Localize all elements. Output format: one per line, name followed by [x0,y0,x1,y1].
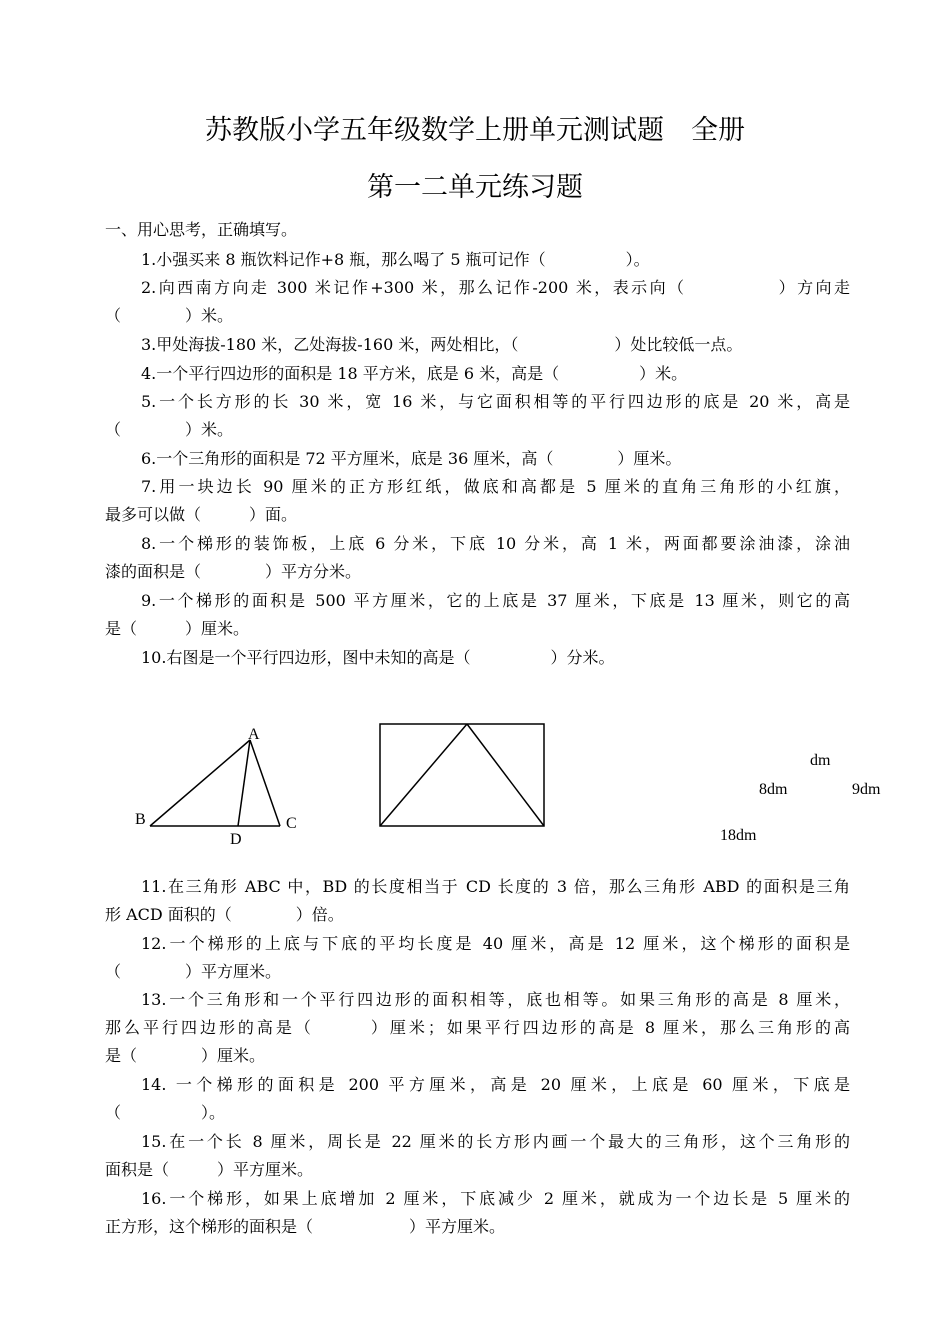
question-8-line-1: 8.一个梯形的装饰板，上底 6 分米，下底 10 分米，高 1 米，两面都要涂油漆，涂油 [141,534,850,553]
segment-ac [250,740,280,826]
question-13-line-2: 那么平行四边形的高是（ ）厘米；如果平行四边形的高是 8 厘米，那么三角形的高 [105,1018,850,1037]
question-14-line-1: 14. 一个梯形的面积是 200 平方厘米，高是 20 厘米，上底是 60 厘米，下底是 [141,1075,850,1094]
parallelogram-height-8dm-label: 8dm [759,781,788,798]
document-title: 苏教版小学五年级数学上册单元测试题 全册 [205,115,745,146]
label-c: C [286,815,297,832]
question-2-line-1: 2.向西南方向走 300 米记作+300 米，那么记作-200 米，表示向（ ）方向走 [141,278,850,297]
question-12-line-1: 12.一个梯形的上底与下底的平均长度是 40 厘米，高是 12 厘米，这个梯形的面积是 [141,934,850,953]
triangle-right-side [467,724,544,826]
question-8-line-2: 漆的面积是（ ）平方分米。 [105,562,362,581]
rectangle-triangle-figure [378,722,548,830]
segment-ad [238,740,250,826]
question-13-line-1: 13.一个三角形和一个平行四边形的面积相等，底也相等。如果三角形的高是 8 厘米， [141,990,850,1009]
question-15-line-2: 面积是（ ）平方厘米。 [105,1160,314,1179]
question-9-line-1: 9.一个梯形的面积是 500 平方厘米，它的上底是 37 厘米，下底是 13 厘米，则它的高 [141,591,850,610]
question-13-line-3: 是（ ）厘米。 [105,1046,266,1065]
question-14-line-2: （ ）。 [105,1103,226,1122]
label-d: D [230,831,242,848]
segment-ab [150,740,250,826]
section-heading: 一、用心思考，正确填写。 [105,220,298,239]
rectangle-outline [380,724,544,826]
question-5-line-2: （ ）米。 [105,420,234,439]
triangle-left-side [380,724,467,826]
parallelogram-side-9dm-label: 9dm [852,781,881,798]
question-16-line-2: 正方形，这个梯形的面积是（ ）平方厘米。 [105,1217,506,1236]
question-4: 4.一个平行四边形的面积是 18 平方米，底是 6 米，高是（ ）米。 [141,364,688,383]
parallelogram-base-18dm-label: 18dm [720,827,757,844]
label-a: A [248,726,260,743]
question-9-line-2: 是（ ）厘米。 [105,619,250,638]
question-15-line-1: 15.在一个长 8 厘米，周长是 22 厘米的长方形内画一个最大的三角形，这个三角形的 [141,1132,850,1151]
question-1: 1.小强买来 8 瓶饮料记作+8 瓶，那么喝了 5 瓶可记作（ ）。 [141,250,650,269]
question-7-line-1: 7.用一块边长 90 厘米的正方形红纸，做底和高都是 5 厘米的直角三角形的小红旗， [141,477,850,496]
parallelogram-unknown-height-label: dm [810,752,831,769]
question-7-line-2: 最多可以做（ ）面。 [105,505,298,524]
question-2-line-2: （ ）米。 [105,306,234,325]
label-b: B [135,811,146,828]
document-subtitle: 第一二单元练习题 [367,172,583,203]
question-11-line-2: 形 ACD 面积的（ ）倍。 [105,905,344,924]
triangle-abc-figure [130,722,310,852]
question-12-line-2: （ ）平方厘米。 [105,962,282,981]
question-11-line-1: 11.在三角形 ABC 中，BD 的长度相当于 CD 长度的 3 倍，那么三角形 ABD 的面积是三角 [141,877,850,896]
question-5-line-1: 5.一个长方形的长 30 米，宽 16 米，与它面积相等的平行四边形的底是 20 米，高是 [141,392,850,411]
question-10: 10.右图是一个平行四边形，图中未知的高是（ ）分米。 [141,648,615,667]
question-6: 6.一个三角形的面积是 72 平方厘米，底是 36 厘米，高（ ）厘米。 [141,449,682,468]
question-3: 3.甲处海拔-180 米，乙处海拔-160 米，两处相比，（ ）处比较低一点。 [141,335,743,354]
question-16-line-1: 16.一个梯形，如果上底增加 2 厘米，下底减少 2 厘米，就成为一个边长是 5 厘米的 [141,1189,850,1208]
